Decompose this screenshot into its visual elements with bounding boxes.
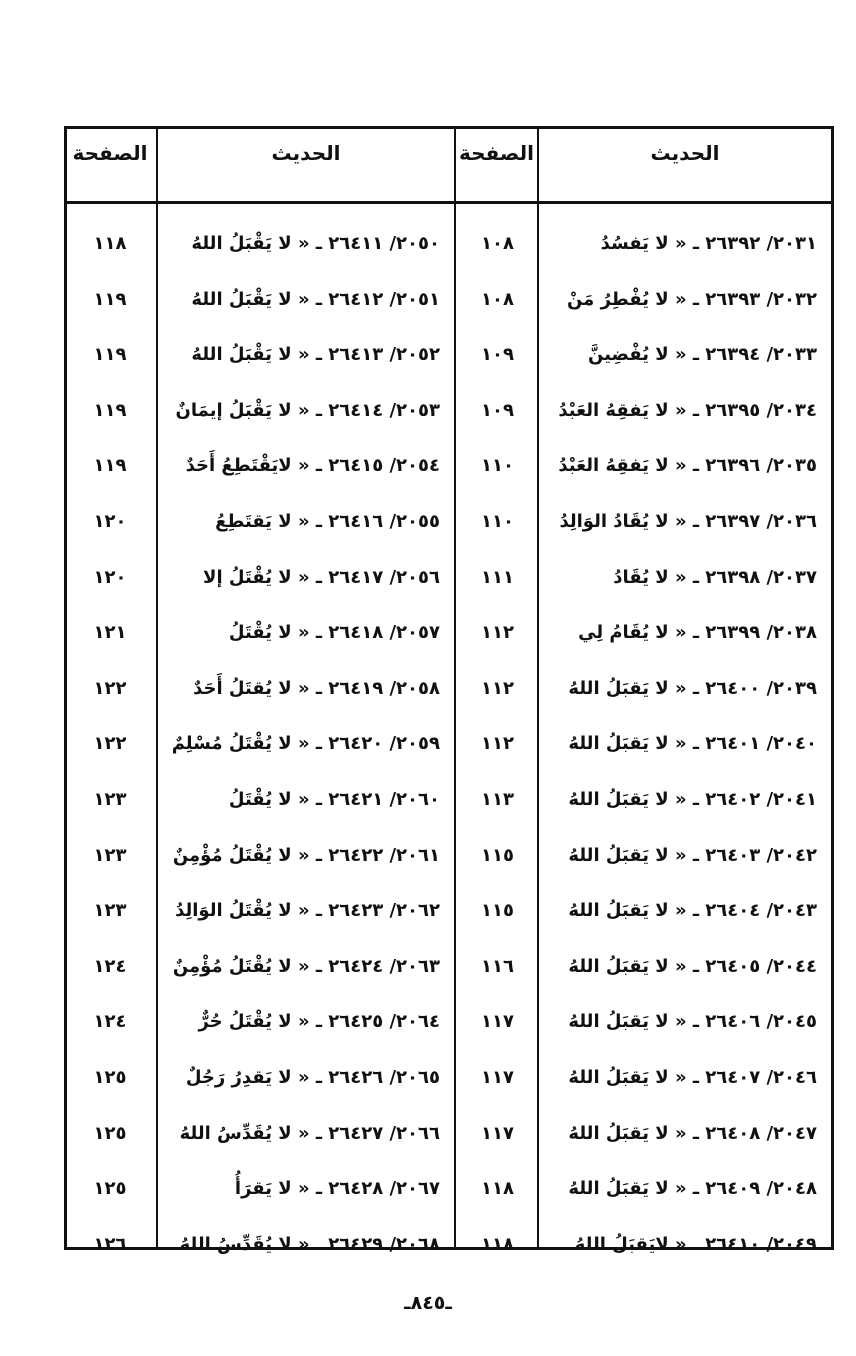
page-ref-left: ١٢٢ xyxy=(93,733,127,755)
table-row xyxy=(67,716,831,771)
page-ref-left: ١٢٢ xyxy=(93,677,127,699)
page-ref-left: ١١٨ xyxy=(93,233,127,254)
table-row xyxy=(67,327,831,382)
page-ref-right: ١١٢ xyxy=(481,622,514,644)
table-row xyxy=(67,828,831,883)
hadith-entry-right: ٢٠٣٩/ ٢٦٤٠٠ ـ « لا يَقبَلُ اللهُ xyxy=(568,677,817,699)
hadith-entry-right: ٢٠٤٦/ ٢٦٤٠٧ ـ « لا يَقبَلُ اللهُ xyxy=(568,1067,817,1088)
table-row xyxy=(67,1106,831,1161)
page-ref-right: ١١٣ xyxy=(481,789,514,810)
hadith-entry-right: ٢٠٣٢/ ٢٦٣٩٣ ـ « لا يُفْطِرُ مَنْ xyxy=(566,288,817,310)
page-ref-right: ١١٦ xyxy=(481,955,514,977)
hadith-entry-left: ٢٠٥٢/ ٢٦٤١٣ ـ « لا يَقْبَلُ اللهُ xyxy=(191,344,440,366)
hadith-entry-left: ٢٠٦٠/ ٢٦٤٢١ ـ « لا يُقْتَلُ xyxy=(228,789,440,810)
hadith-entry-right: ٢٠٤٠/ ٢٦٤٠١ ـ « لا يَقبَلُ اللهُ xyxy=(568,733,817,755)
table-row xyxy=(67,661,831,716)
header-hadith-left: الحديث xyxy=(271,141,341,165)
page-ref-left: ١٢٠ xyxy=(93,566,127,588)
header-page-left: الصفحة xyxy=(72,141,148,165)
header-hadith-right: الحديث xyxy=(650,141,720,165)
page-ref-left: ١١٩ xyxy=(93,288,127,310)
table-row xyxy=(67,383,831,438)
page-ref-right: ١٠٩ xyxy=(481,344,514,366)
hadith-entry-left: ٢٠٥٩/ ٢٦٤٢٠ ـ « لا يُقْتَلُ مُسْلِمٌ xyxy=(171,733,440,755)
page-ref-left: ١٢٠ xyxy=(93,511,127,532)
hadith-entry-right: ٢٠٣١/ ٢٦٣٩٢ ـ « لا يَفسُدُ xyxy=(600,233,817,254)
hadith-entry-right: ٢٠٣٣/ ٢٦٣٩٤ ـ « لا يُفْضِينَّ xyxy=(588,344,817,366)
table-row xyxy=(67,994,831,1049)
page-ref-right: ١٠٩ xyxy=(481,399,514,421)
page-ref-right: ١١٥ xyxy=(481,844,514,866)
hadith-entry-right: ٢٠٤٢/ ٢٦٤٠٣ ـ « لا يَقبَلُ اللهُ xyxy=(568,844,817,866)
page-ref-right: ١٠٨ xyxy=(481,233,514,254)
page-ref-right: ١١٨ xyxy=(481,1178,514,1200)
hadith-entry-left: ٢٠٦٥/ ٢٦٤٢٦ ـ « لا يَقدِرُ رَجُلٌ xyxy=(185,1067,440,1088)
page-ref-left: ١٢٥ xyxy=(93,1122,127,1144)
hadith-entry-left: ٢٠٥١/ ٢٦٤١٢ ـ « لا يَقْبَلُ اللهُ xyxy=(191,288,440,310)
page-ref-left: ١١٩ xyxy=(93,399,127,421)
hadith-entry-left: ٢٠٥٨/ ٢٦٤١٩ ـ « لا يُقتَلُ أَحَدٌ xyxy=(193,677,440,699)
hadith-entry-right: ٢٠٤٨/ ٢٦٤٠٩ ـ « لا يَقبَلُ اللهُ xyxy=(568,1178,817,1200)
header-page-right: الصفحة xyxy=(458,141,534,165)
hadith-entry-left: ٢٠٥٠/ ٢٦٤١١ ـ « لا يَقْبَلُ اللهُ xyxy=(191,233,440,254)
table-row xyxy=(67,772,831,827)
hadith-entry-right: ٢٠٤٥/ ٢٦٤٠٦ ـ « لا يَقبَلُ اللهُ xyxy=(568,1011,817,1033)
table-row xyxy=(67,216,831,271)
hadith-entry-right: ٢٠٤٣/ ٢٦٤٠٤ ـ « لا يَقبَلُ اللهُ xyxy=(568,900,817,922)
page-ref-left: ١٢٥ xyxy=(93,1178,127,1200)
page-ref-left: ١٢١ xyxy=(93,622,127,644)
hadith-entry-right: ٢٠٤٧/ ٢٦٤٠٨ ـ « لا يَقبَلُ اللهُ xyxy=(568,1122,817,1144)
hadith-entry-left: ٢٠٥٤/ ٢٦٤١٥ ـ « لايَقْتَطِعُ أَحَدٌ xyxy=(185,455,440,477)
hadith-entry-left: ٢٠٥٦/ ٢٦٤١٧ ـ « لا يُقْتَلُ إلا xyxy=(203,566,440,588)
page-ref-right: ١١٥ xyxy=(481,900,514,922)
table-row xyxy=(67,883,831,938)
page-ref-left: ١٢٦ xyxy=(93,1233,127,1255)
page-ref-right: ١١٧ xyxy=(481,1067,514,1088)
hadith-entry-left: ٢٠٦٧/ ٢٦٤٢٨ ـ « لا يَقرَأُ xyxy=(234,1178,440,1200)
hadith-entry-left: ٢٠٦٣/ ٢٦٤٢٤ ـ « لا يُقْتَلُ مُؤْمِنٌ xyxy=(172,955,440,977)
page-ref-right: ١١٠ xyxy=(481,511,514,532)
table-row xyxy=(67,1161,831,1216)
table-row xyxy=(67,939,831,994)
page-ref-left: ١١٩ xyxy=(93,455,127,477)
table-row xyxy=(67,550,831,605)
hadith-entry-left: ٢٠٥٥/ ٢٦٤١٦ ـ « لا يَقتَطِعُ xyxy=(215,511,440,532)
hadith-entry-left: ٢٠٦٦/ ٢٦٤٢٧ ـ « لا يُقَدِّسُ اللهُ xyxy=(179,1122,440,1144)
hadith-entry-left: ٢٠٦٢/ ٢٦٤٢٣ ـ « لا يُقْتَلُ الوَالِدُ xyxy=(175,900,440,922)
table-header xyxy=(67,129,831,204)
hadith-entry-right: ٢٠٤٤/ ٢٦٤٠٥ ـ « لا يَقبَلُ اللهُ xyxy=(568,955,817,977)
page-ref-left: ١٢٣ xyxy=(93,900,127,922)
hadith-entry-left: ٢٠٥٣/ ٢٦٤١٤ ـ « لا يَقْبَلُ إيمَانٌ xyxy=(175,399,440,421)
table-row xyxy=(67,272,831,327)
hadith-entry-left: ٢٠٦٨/ ٢٦٤٢٩ ـ « لا يُقَدِّسُ اللهُ xyxy=(179,1233,440,1255)
hadith-entry-right: ٢٠٣٦/ ٢٦٣٩٧ ـ « لا يُقَادُ الوَالِدُ xyxy=(559,511,817,532)
hadith-entry-right: ٢٠٤٩/ ٢٦٤١٠ ـ « لايَقبَلُ اللهُ xyxy=(574,1233,817,1255)
hadith-entry-right: ٢٠٣٥/ ٢٦٣٩٦ ـ « لا يَفقِهُ العَبْدُ xyxy=(558,455,817,477)
page-ref-right: ١١٧ xyxy=(481,1011,514,1033)
table-row xyxy=(67,438,831,493)
page-ref-right: ١٠٨ xyxy=(481,288,514,310)
hadith-entry-right: ٢٠٣٨/ ٢٦٣٩٩ ـ « لا يُقَامُ لِي xyxy=(578,622,817,644)
table-row xyxy=(67,1050,831,1105)
page-ref-left: ١٢٣ xyxy=(93,789,127,810)
page-ref-right: ١١٢ xyxy=(481,733,514,755)
page-ref-right: ١١٢ xyxy=(481,677,514,699)
page-ref-right: ١١٨ xyxy=(481,1233,514,1255)
page-ref-left: ١٢٤ xyxy=(93,1011,127,1033)
table-row xyxy=(67,1217,831,1272)
table-row xyxy=(67,605,831,660)
hadith-entry-right: ٢٠٣٤/ ٢٦٣٩٥ ـ « لا يَفقِهُ العَبْدُ xyxy=(558,399,817,421)
hadith-entry-right: ٢٠٣٧/ ٢٦٣٩٨ ـ « لا يُقَادُ xyxy=(613,566,817,588)
page-ref-right: ١١١ xyxy=(481,566,514,588)
table-row xyxy=(67,494,831,549)
page-ref-left: ١٢٥ xyxy=(93,1067,127,1088)
index-table xyxy=(64,126,834,1255)
hadith-entry-right: ٢٠٤١/ ٢٦٤٠٢ ـ « لا يَقبَلُ اللهُ xyxy=(568,789,817,810)
page-number: ـ٨٤٥ـ xyxy=(404,1292,452,1314)
page-ref-right: ١١٠ xyxy=(481,455,514,477)
hadith-entry-left: ٢٠٥٧/ ٢٦٤١٨ ـ « لا يُقْتَلُ xyxy=(228,622,440,644)
hadith-entry-left: ٢٠٦١/ ٢٦٤٢٢ ـ « لا يُقْتَلُ مُؤْمِنٌ xyxy=(172,844,440,866)
hadith-entry-left: ٢٠٦٤/ ٢٦٤٢٥ ـ « لا يُقْتَلُ حُرٌّ xyxy=(198,1011,440,1033)
page-ref-left: ١٢٤ xyxy=(93,955,127,977)
page-ref-left: ١٢٣ xyxy=(93,844,127,866)
page-ref-right: ١١٧ xyxy=(481,1122,514,1144)
page-ref-left: ١١٩ xyxy=(93,344,127,366)
